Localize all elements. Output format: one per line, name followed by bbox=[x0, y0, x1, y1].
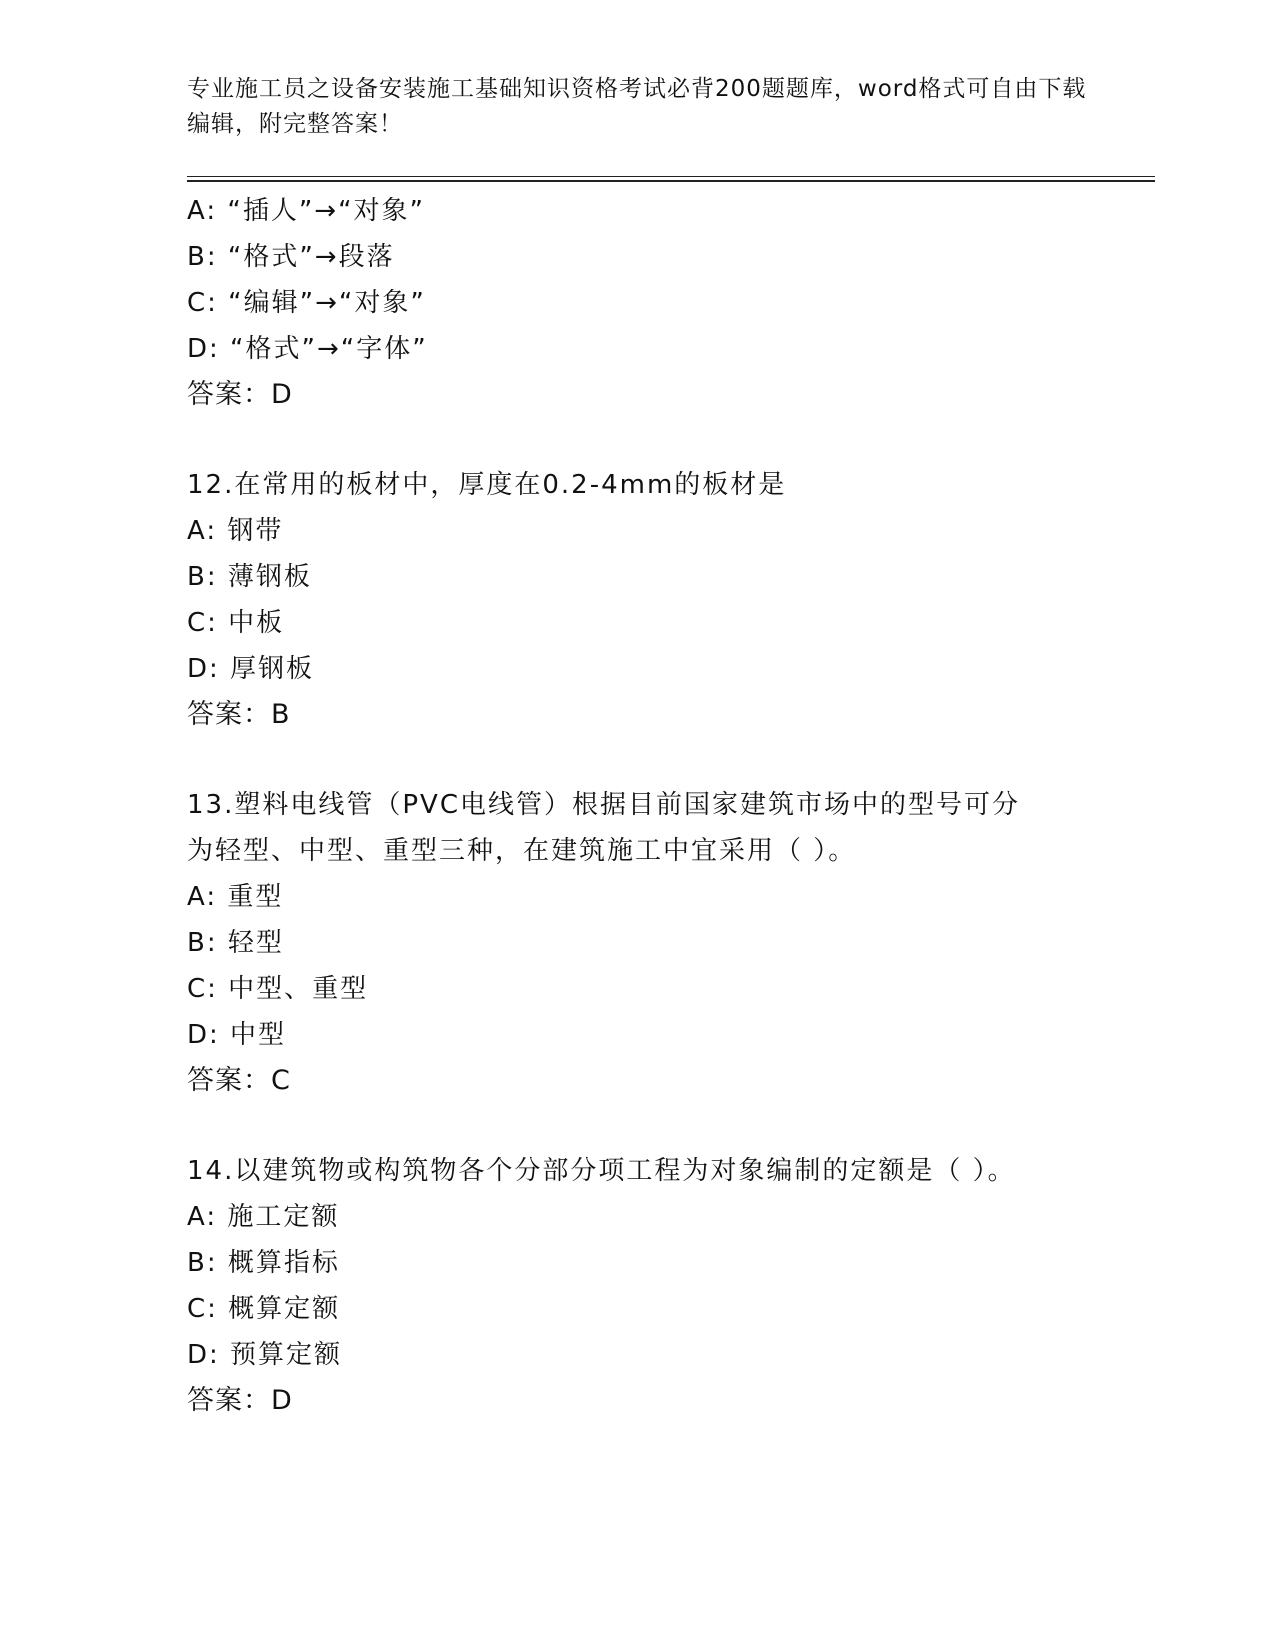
document-header: 专业施工员之设备安装施工基础知识资格考试必背200题题库，word格式可自由下载编辑，附完整答案！ bbox=[187, 76, 1087, 137]
answer-line: 答案：D bbox=[187, 1385, 293, 1416]
answer-line: 答案：C bbox=[187, 1065, 291, 1096]
header-divider-thick bbox=[187, 180, 1155, 182]
question-text: 14.以建筑物或构筑物各个分部分项工程为对象编制的定额是（ ）。 bbox=[187, 1156, 1016, 1186]
option-d: D: 厚钢板 bbox=[187, 654, 315, 684]
option-b: B: 轻型 bbox=[187, 928, 284, 958]
option-c: C: 中板 bbox=[187, 608, 285, 638]
option-a: A: “插人”→“对象” bbox=[187, 196, 426, 226]
option-c: C: 概算定额 bbox=[187, 1294, 341, 1324]
option-c: C: 中型、重型 bbox=[187, 974, 369, 1004]
option-d: D: 中型 bbox=[187, 1020, 287, 1050]
question-text: 13.塑料电线管（PVC电线管）根据目前国家建筑市场中的型号可分为轻型、中型、重型三种，在建筑施工中宜采用（ ）。 bbox=[187, 790, 1020, 866]
option-d: D: 预算定额 bbox=[187, 1340, 343, 1370]
question-block-13 bbox=[187, 782, 1155, 1104]
question-block-12 bbox=[187, 462, 1155, 738]
option-b: B: 概算指标 bbox=[187, 1248, 340, 1278]
question-block-14 bbox=[187, 1148, 1155, 1424]
question-block-11 bbox=[187, 188, 1155, 418]
option-a: A: 重型 bbox=[187, 882, 284, 912]
option-c: C: “编辑”→“对象” bbox=[187, 288, 426, 318]
option-b: B: 薄钢板 bbox=[187, 562, 312, 592]
option-b: B: “格式”→段落 bbox=[187, 242, 395, 272]
question-list bbox=[187, 188, 1155, 1424]
question-text: 12.在常用的板材中，厚度在0.2-4mm的板材是 bbox=[187, 470, 787, 500]
answer-line: 答案：B bbox=[187, 699, 291, 730]
option-a: A: 施工定额 bbox=[187, 1202, 340, 1232]
header-divider-thin bbox=[187, 176, 1155, 177]
option-a: A: 钢带 bbox=[187, 516, 284, 546]
answer-line: 答案：D bbox=[187, 379, 293, 410]
option-d: D: “格式”→“字体” bbox=[187, 334, 428, 364]
